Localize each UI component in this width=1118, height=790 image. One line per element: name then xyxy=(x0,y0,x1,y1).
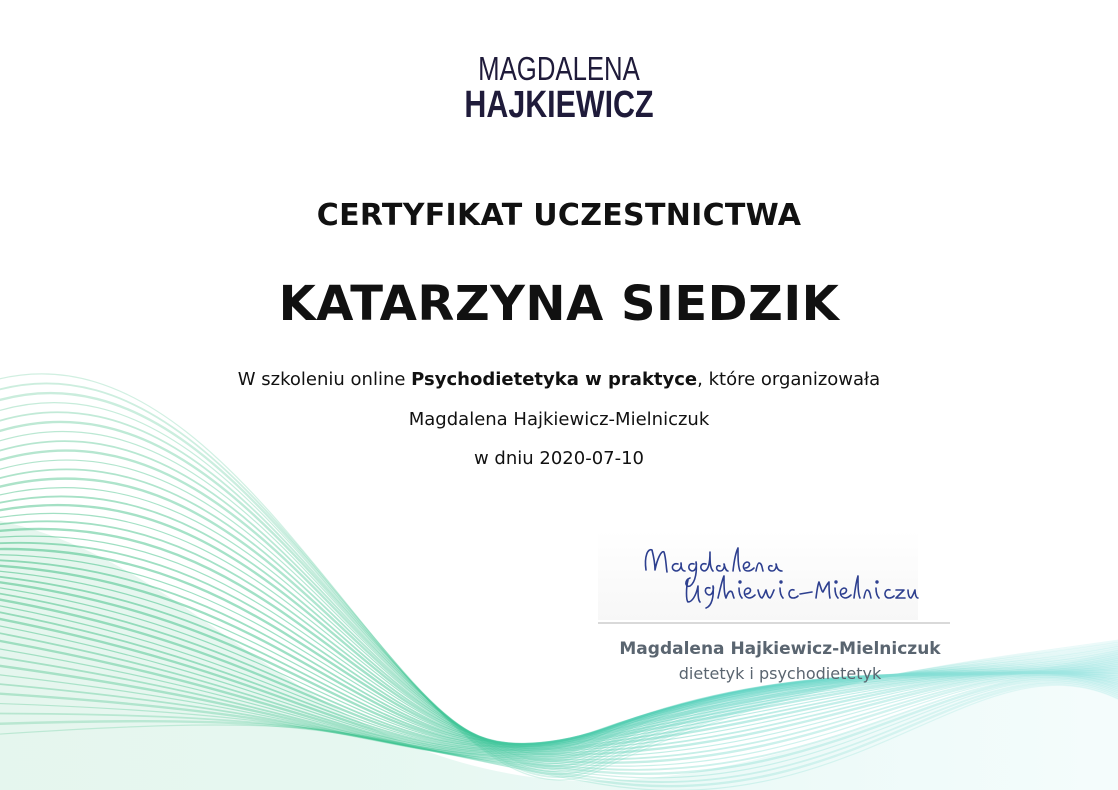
signatory-role: dietetyk i psychodietetyk xyxy=(678,664,882,683)
date-line: w dniu 2020-07-10 xyxy=(473,448,644,469)
course-line xyxy=(0,369,1118,390)
course-text-prefix: W szkoleniu online xyxy=(237,369,412,390)
logo-bottom-line: HAJKIEWICZ xyxy=(464,84,654,126)
recipient-name: KATARZYNA SIEDZIK xyxy=(278,276,840,332)
certificate-title: CERTYFIKAT UCZESTNICTWA xyxy=(316,198,802,233)
course-title: Psychodietetyka w praktyce xyxy=(411,369,698,390)
organizer-line: Magdalena Hajkiewicz-Mielniczuk xyxy=(408,409,710,430)
course-text-suffix: , które organizowała xyxy=(697,369,881,390)
signatory-name: Magdalena Hajkiewicz-Mielniczuk xyxy=(619,639,941,659)
handwritten-signature xyxy=(630,538,920,610)
logo-top-line: MAGDALENA xyxy=(478,50,640,87)
signature-line xyxy=(598,622,950,624)
